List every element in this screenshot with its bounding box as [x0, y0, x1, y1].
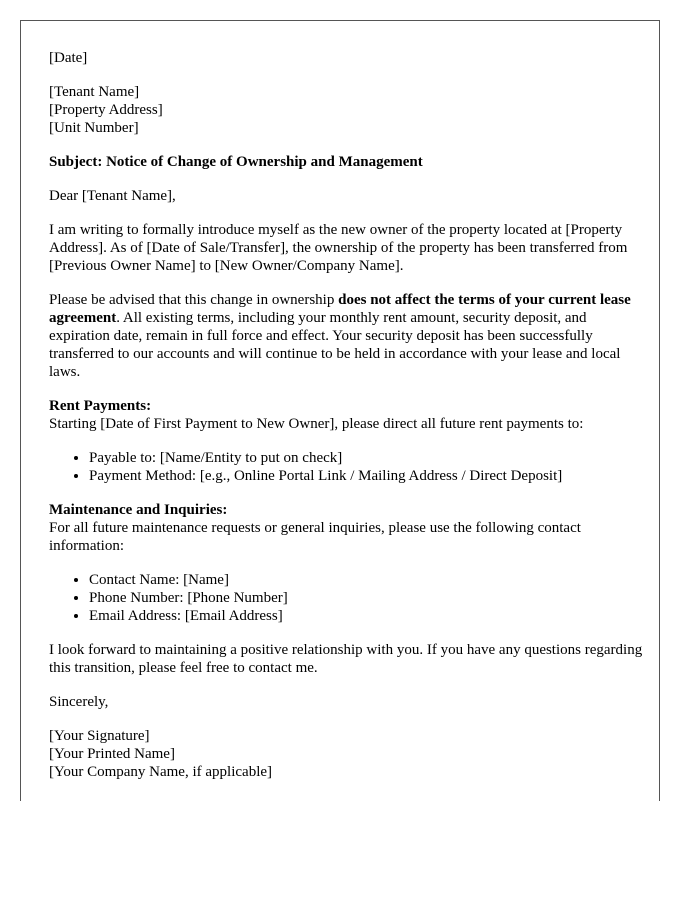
terms-rest: . All existing terms, including your monthly rent amount, security deposit, and expiration date, remain in full force and effect. Your security deposit has been successfully transferred to our accounts and will continue to be held in accordance with your lease and local laws. — [49, 310, 621, 380]
maintenance-section — [49, 501, 649, 555]
intro-paragraph: I am writing to formally introduce myself as the new owner of the property located at [Property Address]. As of [Date of Sale/Transfer], the ownership of the property has been transferred from [Previous Owner Name] to [New Owner/Company Name]. — [49, 222, 628, 274]
recipient-address: [Property Address] — [49, 102, 163, 118]
signature-block — [49, 727, 649, 781]
company-name-line: [Your Company Name, if applicable] — [49, 764, 273, 780]
rent-section-text: Starting [Date of First Payment to New Owner], please direct all future rent payments to: — [49, 416, 584, 432]
maintenance-section-title: Maintenance and Inquiries: — [49, 502, 228, 518]
letter-date: [Date] — [49, 50, 88, 66]
recipient-block — [49, 83, 649, 137]
closing-paragraph: I look forward to maintaining a positive relationship with you. If you have any questions regarding this transition, please feel free to contact me. — [49, 642, 643, 676]
signature-line: [Your Signature] — [49, 728, 150, 744]
recipient-unit: [Unit Number] — [49, 120, 139, 136]
letter-body — [49, 49, 649, 797]
letter-page — [20, 20, 660, 801]
terms-lead: Please be advised that this change in ownership — [49, 292, 339, 308]
list-item: • Phone Number: [Phone Number] — [89, 589, 649, 607]
printed-name-line: [Your Printed Name] — [49, 746, 175, 762]
contact-info-list — [49, 571, 649, 625]
rent-payment-list — [49, 449, 649, 485]
list-item: • Payable to: [Name/Entity to put on check] — [89, 449, 649, 467]
recipient-name: [Tenant Name] — [49, 84, 140, 100]
list-item: • Email Address: [Email Address] — [89, 607, 649, 625]
terms-emphasis: does not affect the terms of your current lease agreement — [49, 292, 631, 326]
rent-section — [49, 397, 649, 433]
terms-paragraph — [49, 291, 649, 381]
salutation: Dear [Tenant Name], — [49, 188, 176, 204]
maintenance-section-text: For all future maintenance requests or general inquiries, please use the following contact information: — [49, 520, 581, 554]
letter-subject: Subject: Notice of Change of Ownership and Management — [49, 154, 423, 170]
signoff: Sincerely, — [49, 694, 109, 710]
list-item: • Contact Name: [Name] — [89, 571, 649, 589]
rent-section-title: Rent Payments: — [49, 398, 152, 414]
list-item: • Payment Method: [e.g., Online Portal Link / Mailing Address / Direct Deposit] — [89, 467, 649, 485]
